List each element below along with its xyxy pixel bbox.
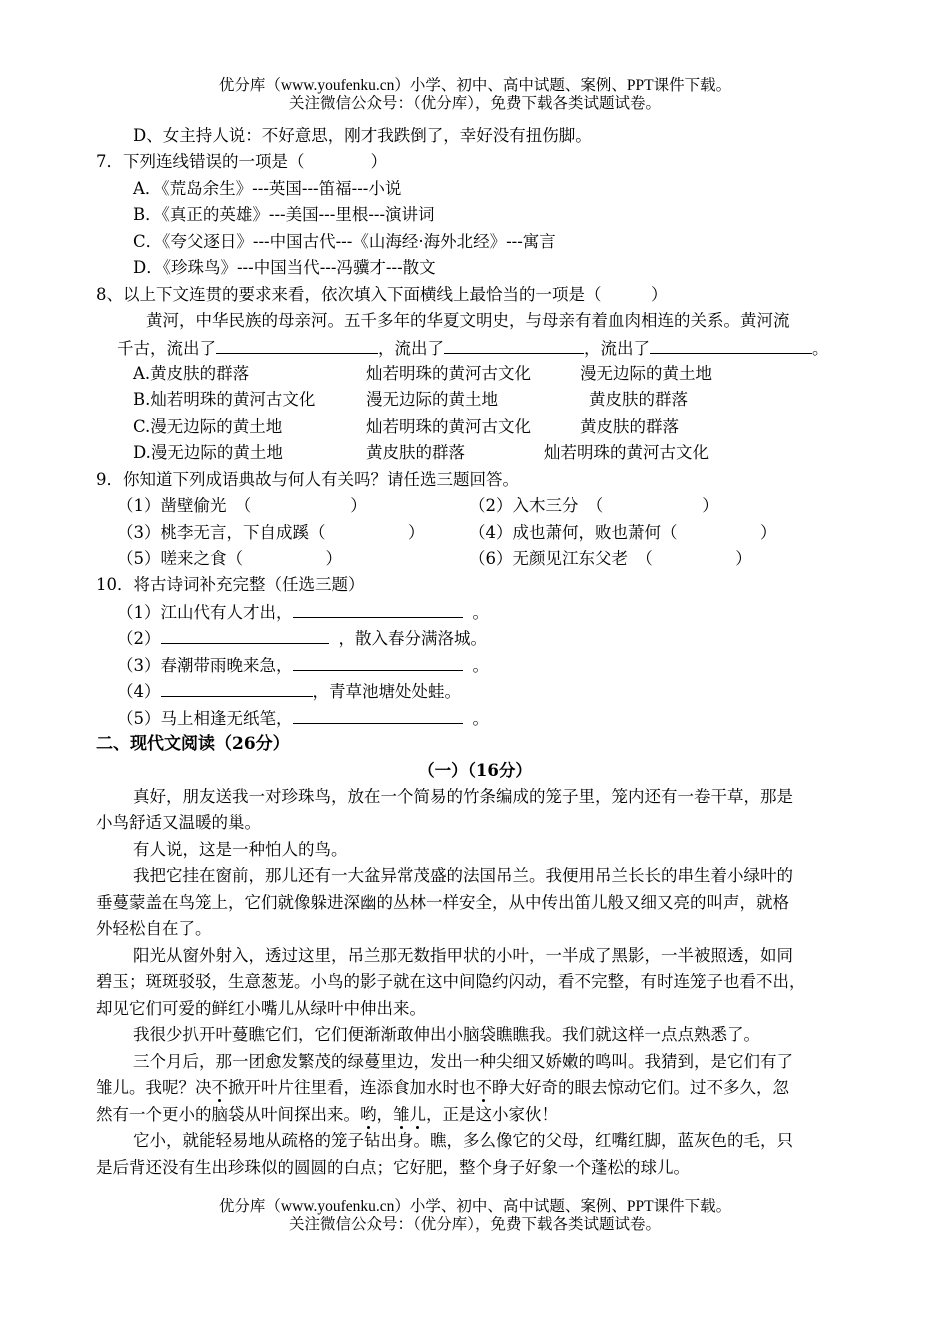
emphasis-char: 雏 — [393, 1105, 410, 1124]
q10-l4-post: ，青草池塘处处蛙。 — [312, 682, 461, 701]
para-3-line-1: 我把它挂在窗前，那儿还有一大盆异常茂盛的法国吊兰。我便用吊兰长长的串生着小绿叶的 — [133, 866, 793, 885]
q10-blank-3[interactable] — [293, 652, 463, 671]
q9-row-3 — [0, 546, 950, 572]
footer-line-2: 关注微信公众号：（优分库），免费下载各类试题试卷。 — [288, 1216, 661, 1233]
q8-text-d: 。 — [812, 339, 829, 358]
q10-blank-2[interactable] — [161, 625, 329, 644]
para-6-line-3-part-3: ，正是这小家伙！ — [426, 1105, 558, 1124]
section-title: 二、现代文阅读（26分） — [96, 734, 290, 754]
q7-option-d: D．《珍珠鸟》---中国当代---冯骥才---散文 — [133, 258, 436, 277]
q10-line-4 — [117, 678, 461, 705]
q8-option-c — [0, 414, 950, 440]
q10-l4-pre: （4） — [117, 682, 161, 701]
para-3-line-2: 垂蔓蒙盖在鸟笼上，它们就像躲进深幽的丛林一样安全，从中传出笛儿般又细又亮的叫声，就格 — [96, 893, 789, 912]
para-6-line-1: 三个月后，那一团愈发繁茂的绿蔓里边，发出一种尖细又娇嫩的鸣叫。我猜到，是它们有了 — [133, 1052, 793, 1071]
q8-option-d-2: 黄皮肤的群落 — [366, 443, 465, 462]
q8-option-a — [0, 361, 950, 387]
q10-l2-post: ，散入春分满洛城。 — [338, 629, 487, 648]
q8-blank-2[interactable] — [444, 335, 584, 354]
q10-line-3 — [117, 652, 489, 679]
q8-option-a-3: 漫无边际的黄土地 — [580, 364, 712, 383]
q10-blank-1[interactable] — [293, 599, 463, 618]
q8-stem: 8、以上下文连贯的要求来看，依次填入下面横线上最恰当的一项是（ ） — [96, 285, 668, 304]
emphasis-char: 不 — [475, 1078, 492, 1097]
q8-blank-3[interactable] — [650, 335, 812, 354]
para-1-line-1: 真好，朋友送我一对珍珠鸟，放在一个简易的竹条编成的笼子里，笼内还有一卷干草，那是 — [133, 787, 793, 806]
para-6-line-3 — [96, 1102, 558, 1128]
q9-item-2: （2）入木三分 （ ） — [469, 496, 719, 515]
q8-option-b-1: B.灿若明珠的黄河古文化 — [133, 390, 316, 409]
q9-row-1 — [0, 493, 950, 519]
para-6-line-2-part-3: 睁大好奇的眼去惊动它们。过不多久，忽 — [492, 1078, 789, 1097]
para-6-line-3-part-2: ， — [376, 1105, 393, 1124]
q10-l3-pre: （3）春潮带雨晚来急， — [117, 656, 293, 675]
para-4-line-3: 却见它们可爱的鲜红小嘴儿从绿叶中伸出来。 — [96, 999, 426, 1018]
q9-item-1: （1）凿壁偷光 （ ） — [117, 496, 367, 515]
q10-l1-post: 。 — [472, 603, 489, 622]
q8-option-c-2: 灿若明珠的黄河古文化 — [366, 417, 531, 436]
q9-item-3: （3）桃李无言，下自成蹊（ ） — [117, 523, 425, 542]
q8-blank-1[interactable] — [216, 335, 378, 354]
q7-option-a: A．《荒岛余生》---英国---笛福---小说 — [133, 179, 402, 198]
q8-option-c-3: 黄皮肤的群落 — [580, 417, 679, 436]
para-3-line-3: 外轻松自在了。 — [96, 919, 212, 938]
q9-stem: 9．你知道下列成语典故与何人有关吗？请任选三题回答。 — [96, 470, 519, 489]
q8-option-a-2: 灿若明珠的黄河古文化 — [366, 364, 531, 383]
q10-line-2 — [117, 625, 487, 652]
section-subtitle: （一）（16分） — [418, 761, 532, 780]
q10-l5-post: 。 — [472, 709, 489, 728]
q8-passage-line-2 — [117, 335, 829, 362]
q8-option-c-1: C.漫无边际的黄土地 — [133, 417, 283, 436]
para-7-line-1: 它小，就能轻易地从疏格的笼子钻出身。瞧，多么像它的父母，红嘴红脚，蓝灰色的毛，只 — [133, 1131, 793, 1150]
q10-blank-4[interactable] — [161, 678, 313, 697]
q6-option-d: D、女主持人说：不好意思，刚才我跌倒了，幸好没有扭伤脚。 — [133, 126, 592, 145]
q8-text-b: ，流出了 — [378, 339, 444, 358]
para-7-line-2: 是后背还没有生出珍珠似的圆圆的白点；它好肥，整个身子好象一个蓬松的球儿。 — [96, 1158, 690, 1177]
header-line-1: 优分库（www.youfenku.cn）小学、初中、高中试题、案例、PPT课件下载。 — [218, 77, 732, 94]
footer-line-1: 优分库（www.youfenku.cn）小学、初中、高中试题、案例、PPT课件下载。 — [218, 1198, 732, 1215]
para-4-line-1: 阳光从窗外射入，透过这里，吊兰那无数指甲状的小叶，一半成了黑影，一半被照透，如同 — [133, 946, 793, 965]
q9-item-6: （6）无颜见江东父老 （ ） — [469, 549, 752, 568]
q9-item-5: （5）嗟来之食（ ） — [117, 549, 342, 568]
emphasis-char: 哟 — [360, 1105, 377, 1124]
emphasis-char: 不 — [211, 1078, 228, 1097]
q7-option-b: B．《真正的英雄》---美国---里根---演讲词 — [133, 205, 435, 224]
q9-item-4: （4）成也萧何，败也萧何（ ） — [469, 523, 777, 542]
q8-option-b-3: 黄皮肤的群落 — [589, 390, 688, 409]
q9-row-2 — [0, 520, 950, 546]
header-line-2: 关注微信公众号：（优分库），免费下载各类试题试卷。 — [288, 95, 661, 112]
q8-option-b-2: 漫无边际的黄土地 — [366, 390, 498, 409]
emphasis-char: 儿 — [409, 1105, 426, 1124]
q8-option-d-1: D.漫无边际的黄土地 — [133, 443, 283, 462]
q10-blank-5[interactable] — [293, 705, 463, 724]
q8-option-a-1: A.黄皮肤的群落 — [133, 364, 250, 383]
q7-option-c: C．《夸父逐日》---中国古代---《山海经·海外北经》---寓言 — [133, 232, 556, 251]
q10-l5-pre: （5）马上相逢无纸笔， — [117, 709, 293, 728]
q10-stem: 10．将古诗词补充完整（任选三题） — [96, 575, 365, 594]
q8-option-b — [0, 387, 950, 413]
q10-line-1 — [117, 599, 489, 626]
q8-passage-line-1: 黄河，中华民族的母亲河。五千多年的华夏文明史，与母亲有着血肉相连的关系。黄河流 — [146, 311, 790, 330]
para-1-line-2: 小鸟舒适又温暖的巢。 — [96, 813, 261, 832]
para-5: 我很少扒开叶蔓瞧它们，它们便渐渐敢伸出小脑袋瞧瞧我。我们就这样一点点熟悉了。 — [133, 1025, 760, 1044]
q10-l2-pre: （2） — [117, 629, 161, 648]
para-6-line-2 — [96, 1075, 789, 1101]
q7-stem: 7．下列连线错误的一项是（ ） — [96, 152, 387, 171]
q8-text-a: 千古，流出了 — [117, 339, 216, 358]
para-4-line-2: 碧玉；斑斑驳驳，生意葱茏。小鸟的影子就在这中间隐约闪动，看不完整，有时连笼子也看不出， — [96, 972, 806, 991]
q10-line-5 — [117, 705, 489, 732]
q10-l3-post: 。 — [472, 656, 489, 675]
q8-option-d-3: 灿若明珠的黄河古文化 — [544, 443, 709, 462]
q8-text-c: ，流出了 — [584, 339, 650, 358]
para-6-line-3-part-1: 然有一个更小的脑袋从叶间探出来。 — [96, 1105, 360, 1124]
q10-l1-pre: （1）江山代有人才出， — [117, 603, 293, 622]
para-6-line-2-part-1: 雏儿。我呢？决 — [96, 1078, 212, 1097]
para-2: 有人说，这是一种怕人的鸟。 — [133, 840, 348, 859]
q8-option-d — [0, 440, 950, 466]
para-6-line-2-part-2: 掀开叶片往里看，连添食加水时也 — [228, 1078, 476, 1097]
